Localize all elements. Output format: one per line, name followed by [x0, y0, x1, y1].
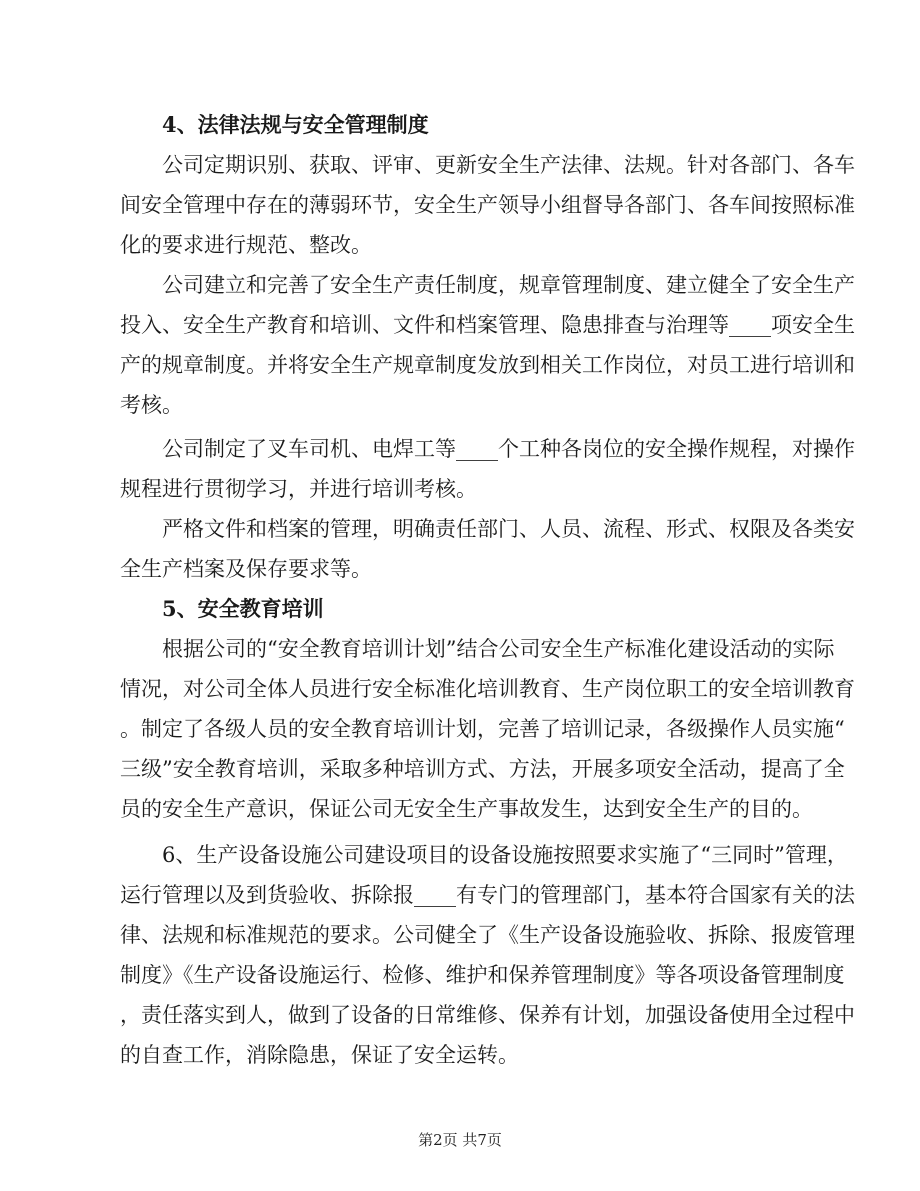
paragraph-line: 运行管理以及到货验收、拆除报____有专门的管理部门，基本符合国家有关的法	[120, 883, 855, 907]
paragraph-line: 投入、安全生产教育和培训、文件和档案管理、隐患排查与治理等____项安全生	[120, 313, 855, 337]
section-heading-4: 4、法律法规与安全管理制度	[162, 112, 429, 137]
paragraph-line: 三级”安全教育培训，采取多种培训方式、方法，开展多项安全活动，提高了全	[120, 757, 845, 781]
paragraph-line: 全生产档案及保存要求等。	[120, 557, 372, 581]
paragraph-line: 制度》《生产设备设施运行、检修、维护和保养管理制度》等各项设备管理制度	[120, 963, 845, 987]
paragraph-line: 规程进行贯彻学习，并进行培训考核。	[120, 477, 477, 501]
paragraph-line: 产的规章制度。并将安全生产规章制度发放到相关工作岗位，对员工进行培训和	[120, 353, 855, 377]
paragraph-line: 化的要求进行规范、整改。	[120, 233, 372, 257]
paragraph-line: 严格文件和档案的管理，明确责任部门、人员、流程、形式、权限及各类安	[162, 517, 855, 541]
section-heading-5: 5、安全教育培训	[162, 596, 324, 621]
paragraph-line: 公司建立和完善了安全生产责任制度，规章管理制度、建立健全了安全生产	[162, 273, 855, 297]
paragraph-line: 员的安全生产意识，保证公司无安全生产事故发生，达到安全生产的目的。	[120, 797, 813, 821]
paragraph-line: 间安全管理中存在的薄弱环节，安全生产领导小组督导各部门、各车间按照标准	[120, 193, 855, 217]
paragraph-line: 公司定期识别、获取、评审、更新安全生产法律、法规。针对各部门、各车	[162, 153, 855, 177]
paragraph-line: 律、法规和标准规范的要求。公司健全了《生产设备设施验收、拆除、报废管理	[120, 923, 855, 947]
page-number: 第2页 共7页	[418, 1131, 502, 1149]
paragraph-line: 的自查工作，消除隐患，保证了安全运转。	[120, 1043, 519, 1067]
paragraph-line: 根据公司的“安全教育培训计划”结合公司安全生产标准化建设活动的实际	[162, 637, 835, 661]
paragraph-line: 6、生产设备设施公司建设项目的设备设施按照要求实施了“三同时”管理，	[162, 843, 848, 867]
paragraph-line: 情况，对公司全体人员进行安全标准化培训教育、生产岗位职工的安全培训教育	[120, 677, 855, 701]
paragraph-line: 公司制定了叉车司机、电焊工等____个工种各岗位的安全操作规程，对操作	[162, 437, 855, 461]
paragraph-line: 。制定了各级人员的安全教育培训计划，完善了培训记录，各级操作人员实施“	[120, 717, 845, 741]
paragraph-line: ，责任落实到人，做到了设备的日常维修、保养有计划，加强设备使用全过程中	[120, 1003, 855, 1027]
paragraph-line: 考核。	[120, 393, 183, 417]
